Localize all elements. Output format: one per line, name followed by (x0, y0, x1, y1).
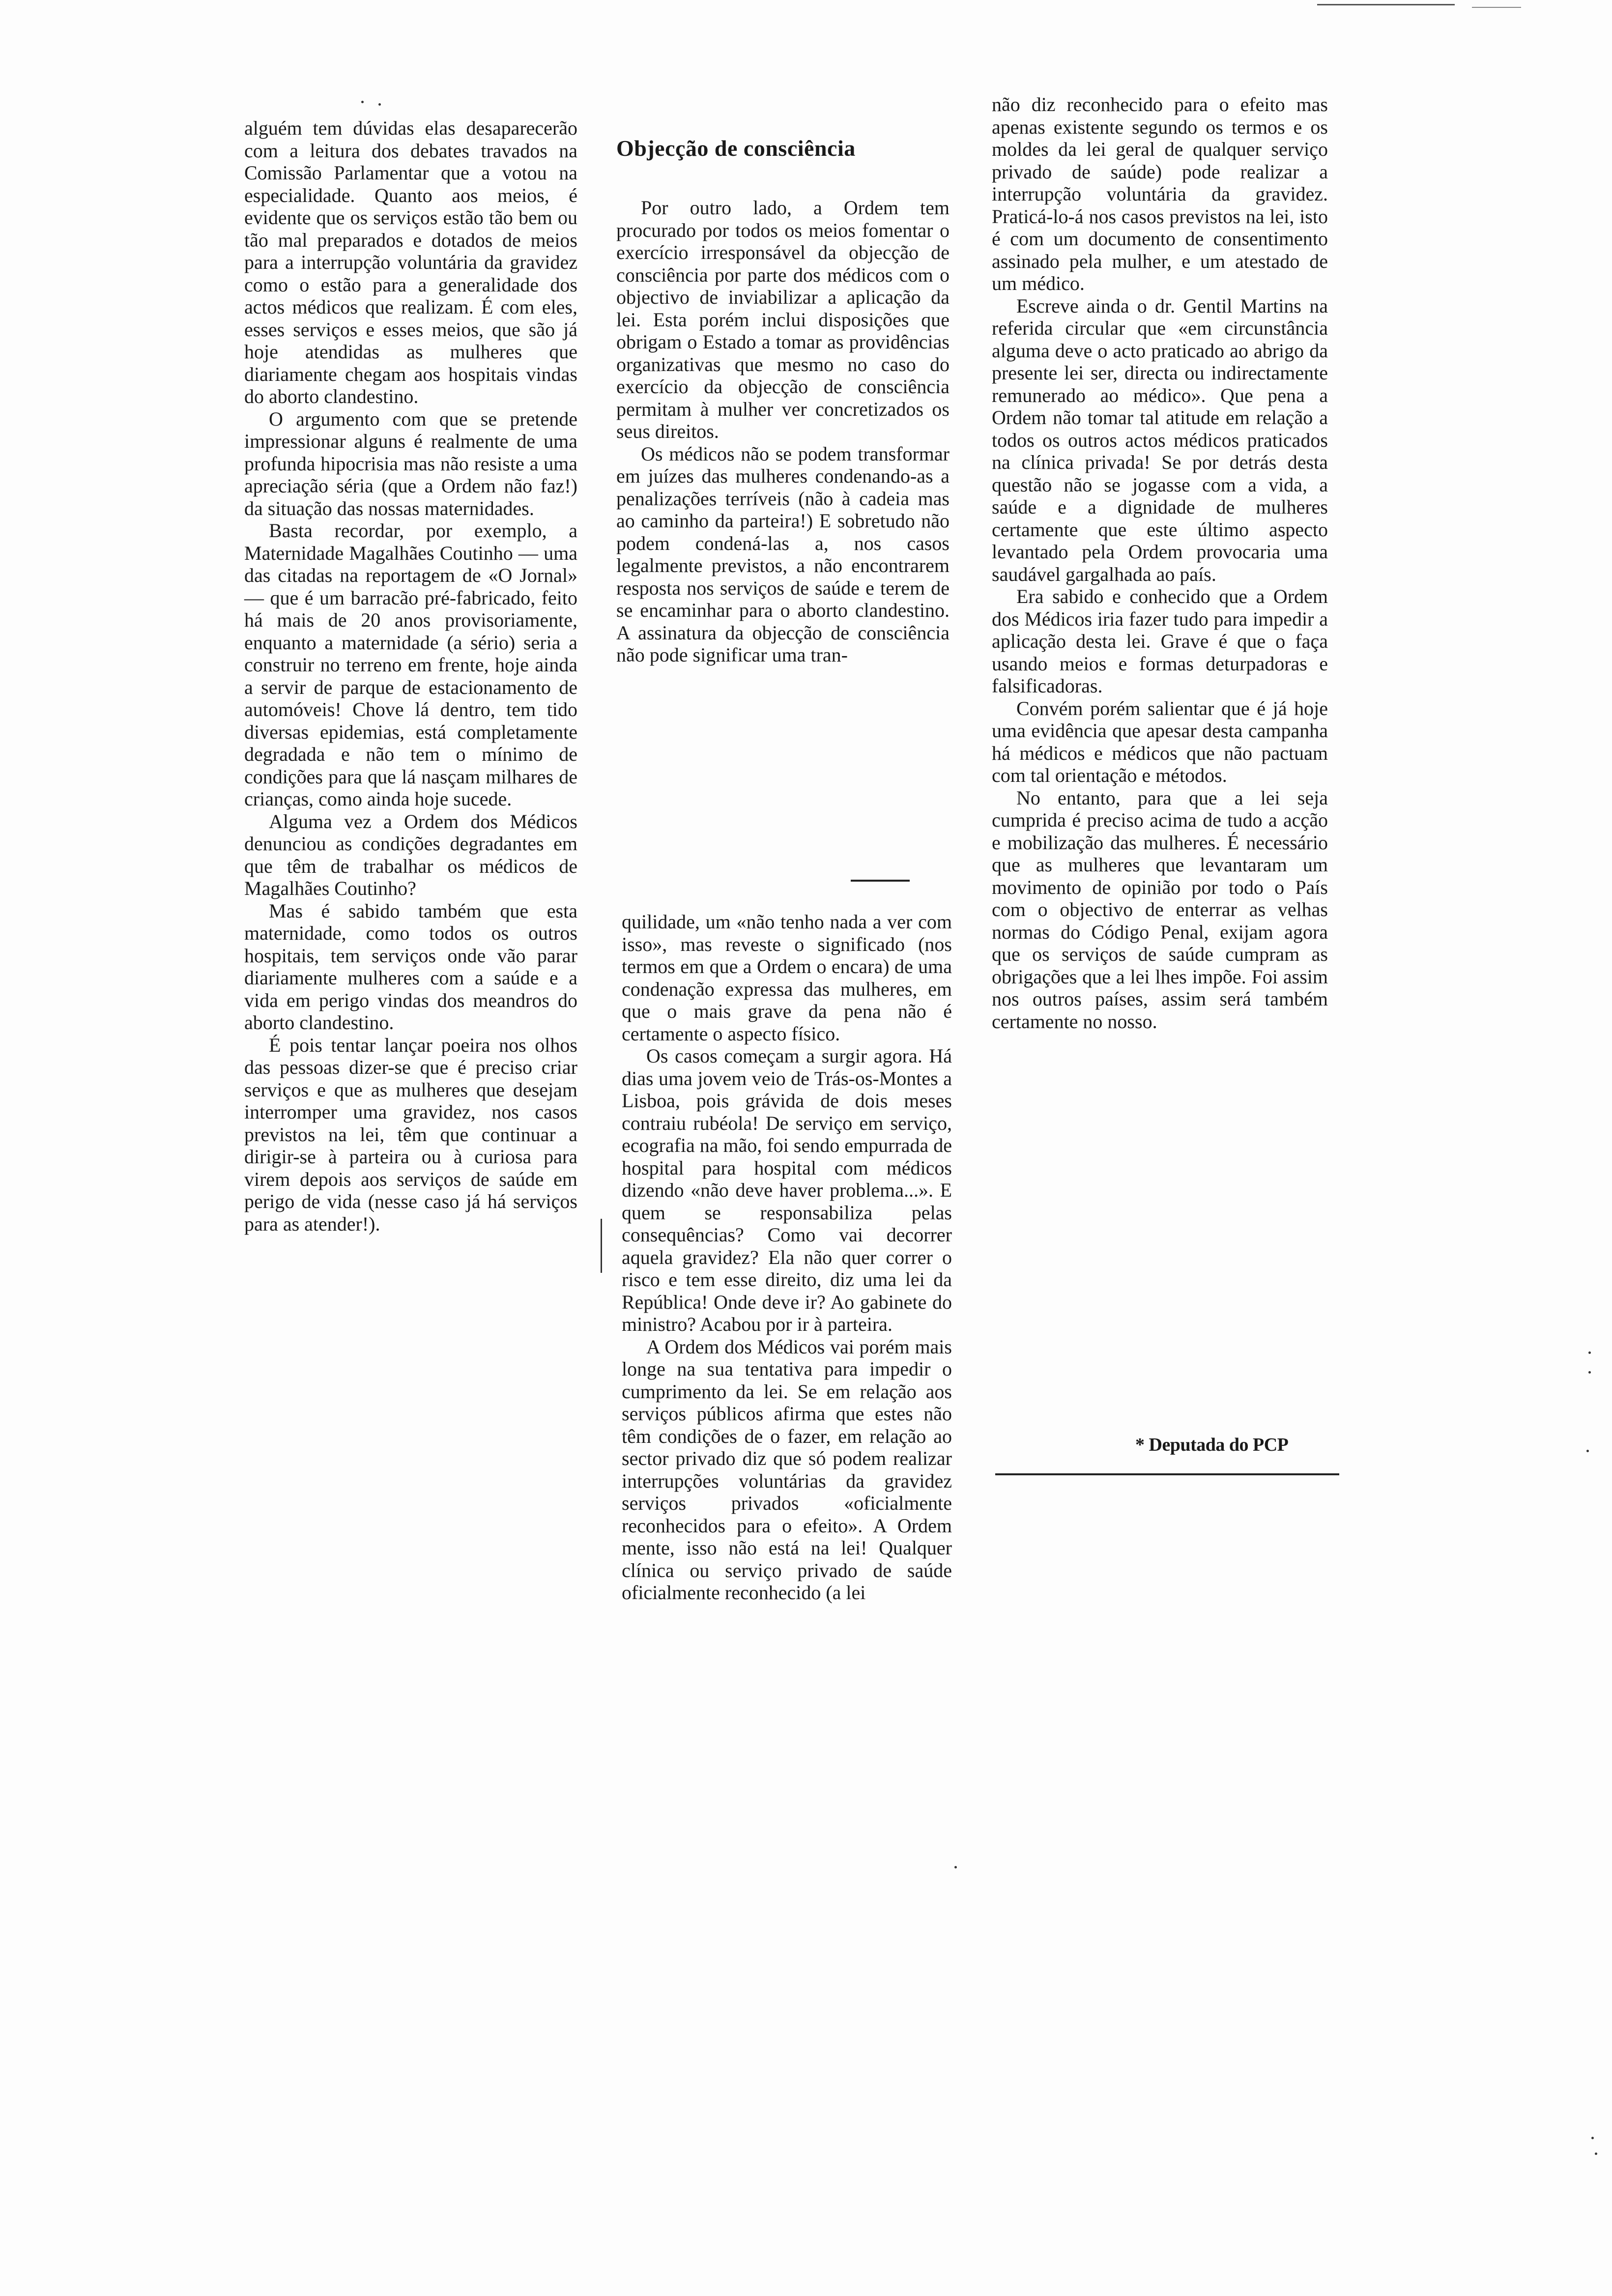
paragraph: É pois tentar lançar poeira nos olhos das pessoas dizer-se que é preciso criar serviços e que as mulheres que desejam interromper uma gravidez, nos casos previstos na lei, têm que continuar a dirigir-se à parteira ou à curiosa para virem depois aos serviços de saúde em perigo de vida (nesse caso já há serviços para as atender!). (244, 1033, 577, 1235)
paragraph: Alguma vez a Ordem dos Médicos denunciou as condições degradantes em que têm de trabalhar os médicos de Magalhães Coutinho? (244, 810, 577, 899)
paragraph: Convém porém salientar que é já hoje uma evidência que apesar desta campanha há médicos e médicos que não pactuam com tal orientação e métodos. (992, 697, 1328, 786)
scan-speck (1586, 1450, 1589, 1452)
scan-speck (1595, 2152, 1597, 2155)
article-column-3 (992, 93, 1328, 1033)
article-column-2-upper (616, 197, 950, 666)
scan-speck (1588, 1351, 1591, 1354)
column-break-rule (851, 880, 910, 882)
paragraph: O argumento com que se pretende impressionar alguns é realmente de uma profunda hipocrisia mas não resiste a uma apreciação séria (que a Ordem não faz!) da situação das nossas maternidades. (244, 407, 577, 519)
top-rule (1317, 4, 1455, 5)
paragraph: alguém tem dúvidas elas desaparecerão com a leitura dos debates travados na Comissão Parlamentar que a votou na especialidade. Quanto aos meios, é evidente que os serviços estão tão bem ou tão mal preparados e dotados de meios para a interrupção voluntária da gravidez como o estão para a generalidade dos actos médicos que realizam. É com eles, esses serviços e esses meios, que são já hoje atendidas as mulheres que diariamente chegam aos hospitais vindas do aborto clandestino. (244, 117, 577, 407)
paragraph: Era sabido e conhecido que a Ordem dos Médicos iria fazer tudo para impedir a aplicação desta lei. Grave é que o faça usando meios e formas deturpadoras e falsificadoras. (992, 585, 1328, 697)
paragraph: Basta recordar, por exemplo, a Maternidade Magalhães Coutinho — uma das citadas na reportagem de «O Jornal» — que é um barracão pré-fabricado, feito há mais de 20 anos provisoriamente, enquanto a maternidade (a sério) seria a construir no terreno em frente, hoje ainda a servir de parque de estacionamento de automóveis! Chove lá dentro, tem tido diversas epidemias, está completamente degradada e não tem o mínimo de condições para que lá nasçam milhares de crianças, como ainda hoje sucede. (244, 519, 577, 810)
section-heading: Objecção de consciência (616, 136, 856, 161)
paragraph: Mas é sabido também que esta maternidade, como todos os outros hospitais, tem serviços onde vão parar diariamente mulheres com a saúde e a vida em perigo vindas dos meandros do aborto clandestino. (244, 899, 577, 1033)
paragraph: quilidade, um «não tenho nada a ver com isso», mas reveste o significado (nos termos em que a Ordem o encara) de uma condenação expressa das mulheres, em que o mais grave da pena não é certamente o aspecto físico. (622, 911, 952, 1045)
paragraph: A Ordem dos Médicos vai porém mais longe na sua tentativa para impedir o cumprimento da lei. Se em relação aos serviços públicos afirma que estes não têm condições de o fazer, em relação ao sector privado diz que só podem realizar interrupções voluntárias da gravidez serviços privados «oficialmente reconhecidos para o efeito». A Ordem mente, isso não está na lei! Qualquer clínica ou serviço privado de saúde oficialmente reconhecido (a lei (622, 1335, 952, 1604)
scan-speck (1591, 2137, 1594, 2139)
paragraph: não diz reconhecido para o efeito mas apenas existente segundo os termos e os moldes da lei geral de qualquer serviço privado de saúde) pode realizar a interrupção voluntária da gravidez. Praticá-lo-á nos casos previstos na lei, isto é com um documento de consentimento assinado pela mulher, e um atestado de um médico. (992, 93, 1328, 294)
scan-speck (378, 103, 381, 106)
author-signature: * Deputada do PCP (1135, 1435, 1289, 1455)
paragraph: Os médicos não se podem transformar em juízes das mulheres condenando-as a penalizações terríveis (não à cadeia mas ao caminho da parteira!) E sobretudo não podem condená-las a, nos casos legalmente previstos, a não encontrarem resposta nos serviços de saúde e terem de se encaminhar para o aborto clandestino. A assinatura da objecção de consciência não pode significar uma tran- (616, 442, 950, 666)
article-column-2-lower (622, 911, 952, 1604)
paragraph: Os casos começam a surgir agora. Há dias uma jovem veio de Trás-os-Montes a Lisboa, pois grávida de dois meses contraiu rubéola! De serviço em serviço, ecografia na mão, foi sendo empurrada de hospital para hospital com médicos dizendo «não deve haver problema...». E quem se responsabiliza pelas consequências? Como vai decorrer aquela gravidez? Ela não quer correr o risco e tem esse direito, diz uma lei da República! Onde deve ir? Ao gabinete do ministro? Acabou por ir à parteira. (622, 1045, 952, 1335)
top-rule-short (1472, 7, 1521, 8)
scan-mark (601, 1219, 602, 1273)
paragraph: No entanto, para que a lei seja cumprida é preciso acima de tudo a acção e mobilização das mulheres. É necessário que as mulheres que levantaram um movimento de opinião por todo o País com o objectivo de enterrar as velhas normas do Código Penal, exijam agora que os serviços de saúde cumpram as obrigações que a lei lhes impõe. Foi assim nos outros países, assim será também certamente no nosso. (992, 786, 1328, 1033)
scan-speck (954, 1866, 957, 1868)
scan-speck (361, 101, 364, 103)
end-rule (995, 1473, 1339, 1475)
article-column-1 (244, 117, 577, 1235)
paragraph: Escreve ainda o dr. Gentil Martins na referida circular que «em circunstância alguma deve o acto praticado ao abrigo da presente lei ser, directa ou indirectamente remunerado ao médico». Que pena a Ordem não tomar tal atitude em relação a todos os outros actos médicos praticados na clínica privada! Se por detrás desta questão não se jogasse com a vida, a saúde e a dignidade de mulheres certamente que este último aspecto levantado pela Ordem provocaria uma saudável gargalhada ao país. (992, 294, 1328, 585)
paragraph: Por outro lado, a Ordem tem procurado por todos os meios fomentar o exercício irresponsável da objecção de consciência por parte dos médicos com o objectivo de inviabilizar a aplicação da lei. Esta porém inclui disposições que obrigam o Estado a tomar as providências organizativas que mesmo no caso do exercício da objecção de consciência permitam à mulher ver concretizados os seus direitos. (616, 197, 950, 442)
scan-speck (1588, 1371, 1591, 1374)
